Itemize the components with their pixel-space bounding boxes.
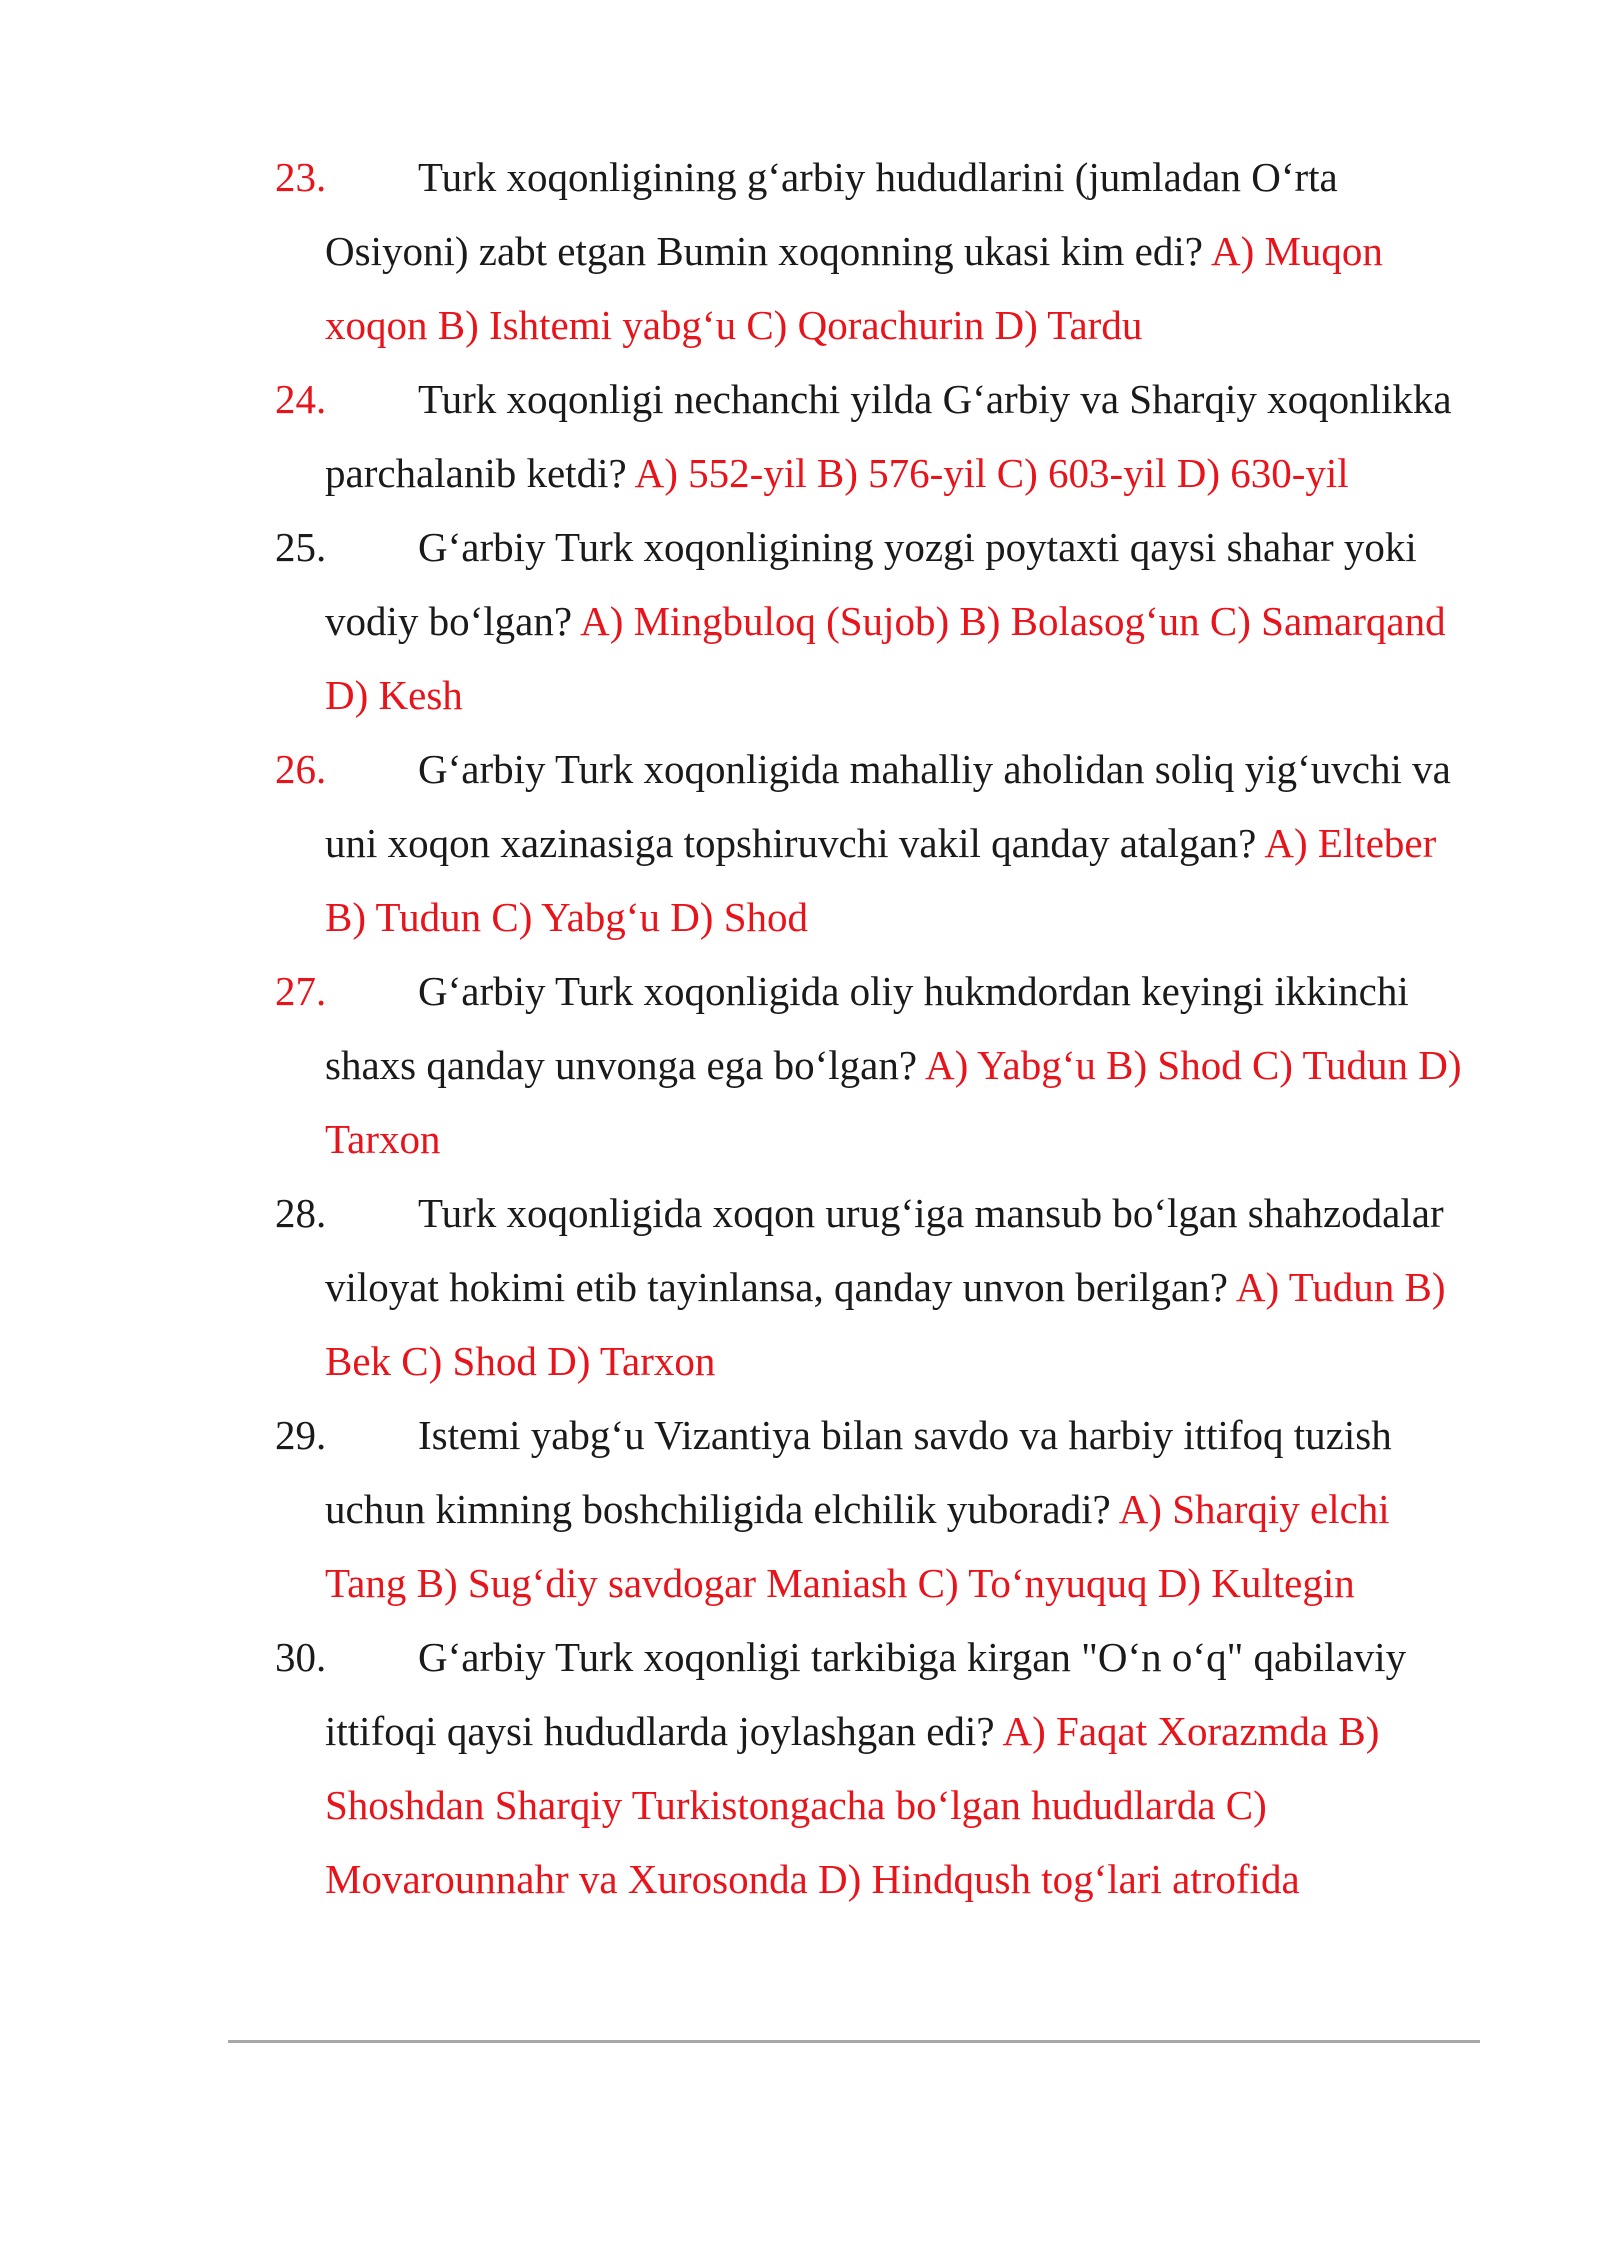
- question-item: [275, 362, 1475, 510]
- question-text: Turk xoqonligining g‘arbiy hududlarini (jumladan O‘rta Osiyoni) zabt etgan Bumin xoqonning ukasi kim edi?: [325, 154, 1338, 274]
- question-text: G‘arbiy Turk xoqonligi tarkibiga kirgan "O‘n o‘q" qabilaviy ittifoqi qaysi hududlarda joylashgan edi?: [325, 1634, 1407, 1754]
- question-body: [325, 954, 1475, 1176]
- question-text: G‘arbiy Turk xoqonligida mahalliy aholidan soliq yig‘uvchi va uni xoqon xazinasiga topshiruvchi vakil qanday atalgan?: [325, 746, 1451, 866]
- question-text: Istemi yabg‘u Vizantiya bilan savdo va harbiy ittifoq tuzish uchun kimning boshchiligida elchilik yuboradi?: [325, 1412, 1392, 1532]
- question-number: 24.: [275, 376, 327, 422]
- question-body: [325, 732, 1475, 954]
- question-item: [275, 510, 1475, 732]
- question-item: [275, 1620, 1475, 1916]
- question-number: 23.: [275, 154, 327, 200]
- answer-options: A) Muqon xoqon B) Ishtemi yabg‘u C) Qorachurin D) Tardu: [325, 228, 1383, 348]
- question-body: [325, 362, 1475, 510]
- answer-options: A) Yabg‘u B) Shod C) Tudun D) Tarxon: [325, 1042, 1462, 1162]
- answer-options: A) Tudun B) Bek C) Shod D) Tarxon: [325, 1264, 1446, 1384]
- question-item: [275, 140, 1475, 362]
- answer-options: A) Faqat Xorazmda B) Shoshdan Sharqiy Turkistongacha bo‘lgan hududlarda C) Movarounnahr va Xurosonda D) Hindqush tog‘lari atrofida: [325, 1708, 1380, 1902]
- question-number: 25.: [275, 524, 327, 570]
- question-body: [325, 1176, 1475, 1398]
- question-list: [275, 140, 1475, 1916]
- question-text: G‘arbiy Turk xoqonligining yozgi poytaxti qaysi shahar yoki vodiy bo‘lgan?: [325, 524, 1417, 644]
- question-item: [275, 732, 1475, 954]
- answer-options: A) 552-yil B) 576-yil C) 603-yil D) 630-yil: [634, 450, 1349, 496]
- horizontal-divider: [228, 2040, 1480, 2043]
- answer-options: A) Mingbuloq (Sujob) B) Bolasog‘un C) Samarqand D) Kesh: [325, 598, 1446, 718]
- question-item: [275, 1176, 1475, 1398]
- answer-options: A) Sharqiy elchi Tang B) Sug‘diy savdogar Maniash C) To‘nyuquq D) Kultegin: [325, 1486, 1390, 1606]
- question-number: 26.: [275, 746, 327, 792]
- answer-options: A) Elteber B) Tudun C) Yabg‘u D) Shod: [325, 820, 1437, 940]
- question-text: G‘arbiy Turk xoqonligida oliy hukmdordan keyingi ikkinchi shaxs qanday unvonga ega bo‘lgan?: [325, 968, 1409, 1088]
- question-number: 27.: [275, 968, 327, 1014]
- question-number: 30.: [275, 1634, 327, 1680]
- question-body: [325, 140, 1475, 362]
- question-number: 29.: [275, 1412, 327, 1458]
- question-body: [325, 510, 1475, 732]
- question-item: [275, 1398, 1475, 1620]
- question-number: 28.: [275, 1190, 327, 1236]
- question-body: [325, 1620, 1475, 1916]
- question-item: [275, 954, 1475, 1176]
- question-body: [325, 1398, 1475, 1620]
- question-text: Turk xoqonligida xoqon urug‘iga mansub bo‘lgan shahzodalar viloyat hokimi etib tayinlansa, qanday unvon berilgan?: [325, 1190, 1444, 1310]
- question-text: Turk xoqonligi nechanchi yilda G‘arbiy va Sharqiy xoqonlikka parchalanib ketdi?: [325, 376, 1452, 496]
